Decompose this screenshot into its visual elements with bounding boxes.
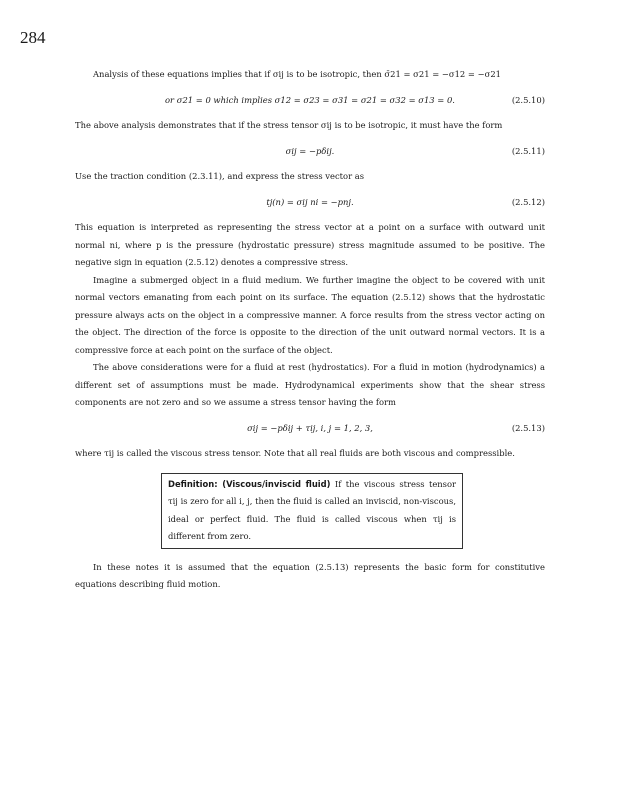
paragraph: Analysis of these equations implies that if σij is to be isotropic, then σ̄21 = σ21 = −σ12 = −σ21: [93, 69, 501, 79]
paragraph: The above analysis demonstrates that if the stress tensor σij is to be isotropic, it must have the form: [75, 120, 503, 130]
page-number: 284: [20, 28, 46, 47]
paragraph: Use the traction condition (2.3.11), and express the stress vector as: [75, 171, 365, 181]
equation: [75, 194, 545, 212]
equation-body: tj(n) = σij ni = −pnj.: [266, 196, 354, 207]
definition-box: [161, 473, 463, 549]
paragraph: In these notes it is assumed that the equation (2.5.13) represents the basic form for constitutive equations describing fluid motion.: [75, 561, 545, 589]
equation-body: σij = −pδij.: [285, 145, 335, 156]
definition-title: Definition: (Viscous/inviscid fluid): [168, 478, 331, 489]
paragraph: This equation is interpreted as representing the stress vector at a point on a surface with outward unit normal ni, where p is the pressure (hydrostatic pressure) stress magnitude assumed to be positive. The negative sign in equation (2.5.12) denotes a compressive stress.: [75, 222, 545, 267]
equation: [75, 143, 545, 161]
equation: [75, 92, 545, 110]
equation-number: (2.5.11): [511, 145, 545, 156]
equation-number: (2.5.10): [511, 94, 545, 105]
paragraph: where τij is called the viscous stress tensor. Note that all real fluids are both viscous and compressible.: [75, 448, 515, 458]
page-body: [75, 66, 545, 594]
equation-number: (2.5.13): [511, 422, 545, 433]
definition-body: If the viscous stress tensor τij is zero for all i, j, then the fluid is called an inviscid, non-viscous, ideal or perfect fluid. The fluid is called viscous when τij is different from zero.: [168, 478, 457, 541]
paragraph: Imagine a submerged object in a fluid medium. We further imagine the object to be covered with unit normal vectors emanating from each point on its surface. The equation (2.5.12) shows that the hydrostatic pressure always acts on the object in a compressive manner. A force results from the stress vector acting on the object. The direction of the force is opposite to the direction of the unit outward normal vectors. It is a compressive force at each point on the surface of the object.: [75, 274, 545, 355]
equation-number: (2.5.12): [511, 196, 545, 207]
equation-body: or σ21 = 0 which implies σ12 = σ23 = σ31 = σ21 = σ32 = σ13 = 0.: [165, 94, 455, 105]
paragraph: The above considerations were for a fluid at rest (hydrostatics). For a fluid in motion (hydrodynamics) a different set of assumptions must be made. Hydrodynamical experiments show that the shear stress components are not zero and so we assume a stress tensor having the form: [75, 362, 545, 407]
equation: [75, 420, 545, 438]
equation-body: σij = −pδij + τij, i, j = 1, 2, 3,: [247, 422, 373, 433]
